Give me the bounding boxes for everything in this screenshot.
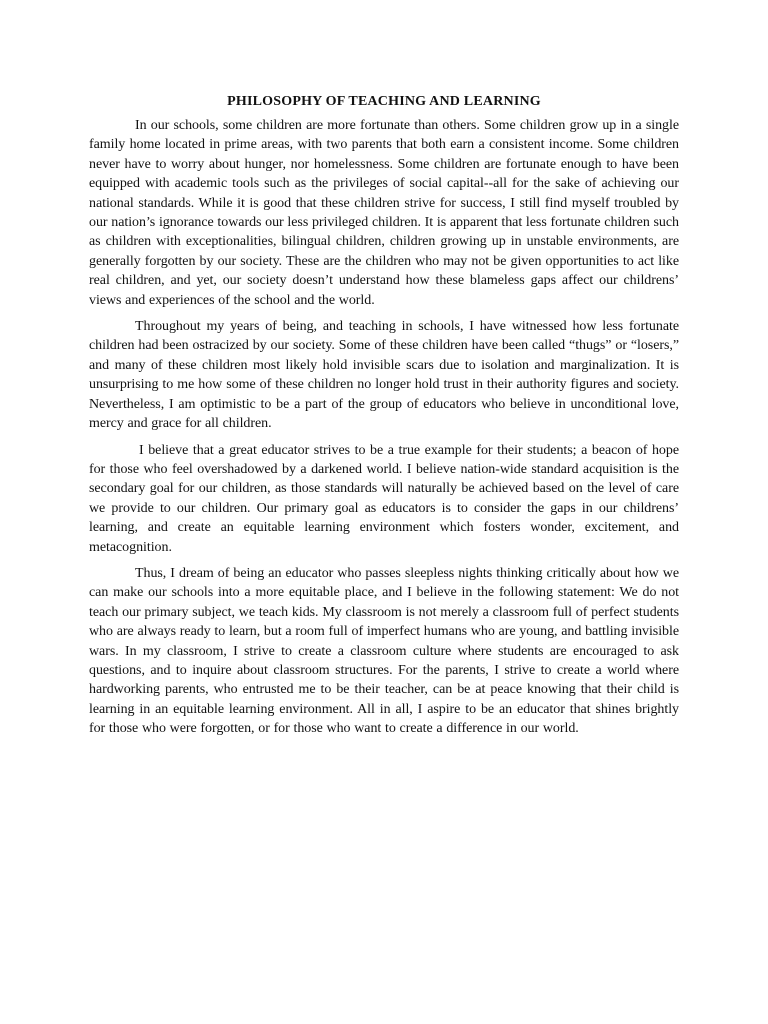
- paragraph-3: I believe that a great educator strives to be a true example for their students; a beacon of hope for those who feel overshadowed by a darkened world. I believe nation-wide standard acquisition is the secondary goal for our children, as those standards will naturally be achieved based on the level of care we provide to our children. Our primary goal as educators is to consider the gaps in our childrens’ learning, and create an equitable learning environment which fosters wonder, excitement, and metacognition.: [89, 442, 679, 555]
- document-title: PHILOSOPHY OF TEACHING AND LEARNING: [227, 94, 541, 109]
- document-body: [89, 92, 679, 746]
- paragraph-4: Thus, I dream of being an educator who passes sleepless nights thinking critically about how we can make our schools into a more equitable place, and I believe in the following statement: We do not teach our primary subject, we teach kids. My classroom is not merely a classroom full of perfect students who are always ready to learn, but a room full of imperfect humans who are young, and battling invisible wars. In my classroom, I strive to create a classroom culture where students are encouraged to ask questions, and to inquire about classroom structures. For the parents, I strive to create a world where hardworking parents, who entrusted me to be their teacher, can be at peace knowing that their child is learning in an equitable learning environment. All in all, I aspire to be an educator that shines brightly for those who were forgotten, or for those who want to create a difference in our world.: [89, 565, 679, 737]
- paragraph-2: Throughout my years of being, and teaching in schools, I have witnessed how less fortunate children had been ostracized by our society. Some of these children have been called “thugs” or “losers,” and many of these children most likely hold invisible scars due to isolation and marginalization. It is unsurprising to me how some of these children no longer hold trust in their authority figures and society. Nevertheless, I am optimistic to be a part of the group of educators who believe in unconditional love, mercy and grace for all children.: [89, 319, 679, 432]
- paragraph-1: In our schools, some children are more fortunate than others. Some children grow up in a single family home located in prime areas, with two parents that both earn a consistent income. Some children never have to worry about hunger, nor homelessness. Some children are fortunate enough to have been equipped with academic tools such as the privileges of social capital--all for the sake of achieving our national standards. While it is good that these children strive for success, I still find myself troubled by our nation’s ignorance towards our less privileged children. It is apparent that less fortunate children such as children with exceptionalities, bilingual children, children growing up in unstable environments, are generally forgotten by our society. These are the children who may not be given opportunities to act like real children, and yet, our society doesn’t understand how these blameless gaps affect our childrens’ views and experiences of the school and the world.: [89, 118, 679, 308]
